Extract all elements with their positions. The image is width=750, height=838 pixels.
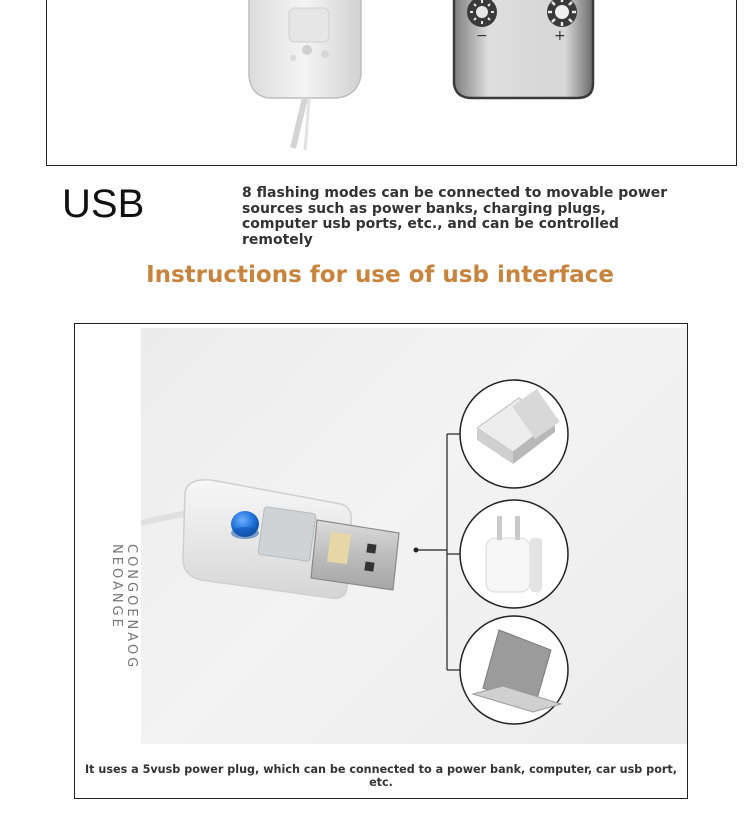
led-controller-image (247, 0, 367, 153)
remote-control (452, 0, 597, 100)
usb-heading: USB (62, 182, 145, 226)
vertical-brand-label: CONGOENAOG NEOANGE (109, 544, 139, 671)
usb-connection-photo (141, 328, 687, 744)
laptop-image (460, 616, 568, 724)
vertical-brand-text (109, 544, 139, 744)
section-title: Instructions for use of usb interface (146, 262, 614, 288)
usb-plug-image (183, 480, 399, 599)
remote-plus-label: + (554, 28, 566, 44)
top-product-panel (46, 0, 737, 166)
instruction-caption: It uses a 5vusb power plug, which can be connected to a power bank, computer, car usb port, etc. (84, 763, 677, 789)
instruction-panel (74, 323, 688, 799)
power-bank-image (460, 380, 568, 488)
usb-description: 8 flashing modes can be connected to movable power sources such as power banks, charging plugs, computer usb ports, etc., and can be controlled remotely (242, 185, 668, 248)
remote-minus-label: − (476, 28, 488, 44)
wall-adapter-image (460, 500, 568, 608)
